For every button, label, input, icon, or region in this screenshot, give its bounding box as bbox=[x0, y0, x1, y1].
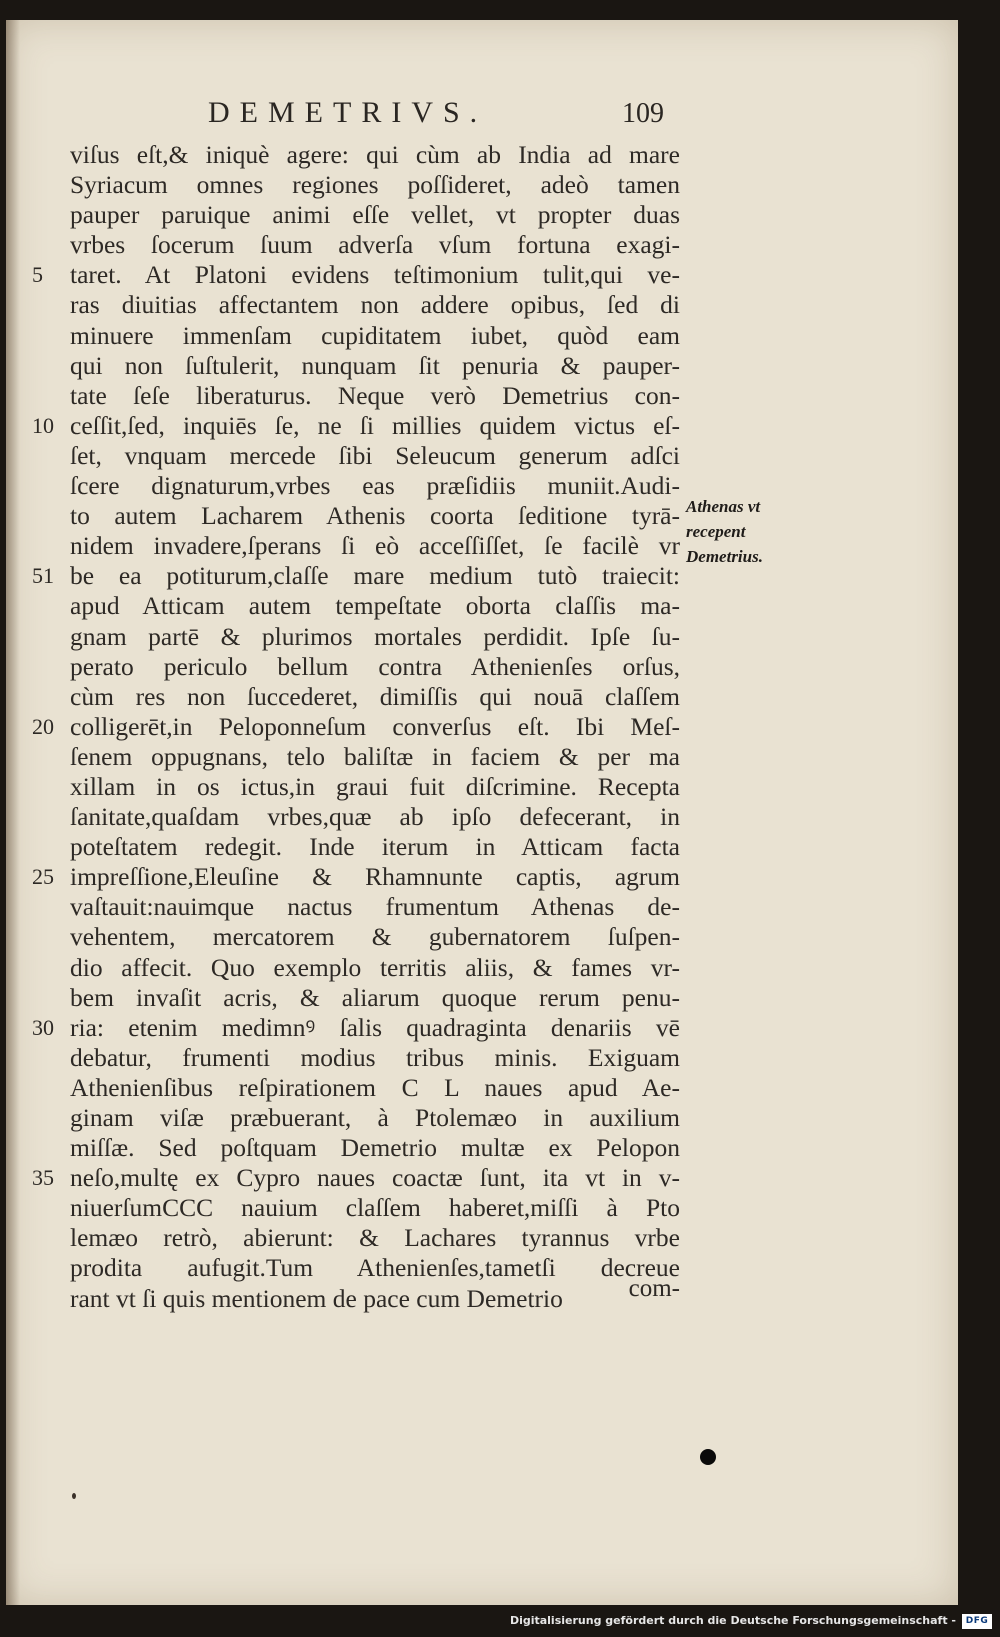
line-text: lemæo retrò, abierunt: & Lachares tyrannus vrbe bbox=[70, 1223, 680, 1253]
line-text: miſſæ. Sed poſtquam Demetrio multæ ex Pelopon bbox=[70, 1133, 680, 1163]
line-text: ſanitate,quaſdam vrbes,quæ ab ipſo defecerant, in bbox=[70, 802, 680, 832]
line-text: vrbes ſocerum ſuum adverſa vſum fortuna exagi- bbox=[70, 230, 680, 260]
running-head-title: DEMETRIVS. bbox=[208, 96, 488, 129]
line-text: rant vt ſi quis mentionem de pace cum Demetrio bbox=[70, 1283, 563, 1313]
text-line bbox=[70, 802, 680, 832]
text-line bbox=[70, 290, 680, 320]
line-text: ceſſit,ſed, inquiēs ſe, ne ſi millies quidem victus eſ- bbox=[70, 410, 680, 440]
line-text: bem invaſit acris, & aliarum quoque rerum penu- bbox=[70, 982, 680, 1012]
funding-credit: Digitalisierung gefördert durch die Deutsche Forschungsgemeinschaft - bbox=[509, 1614, 956, 1627]
line-text: tate ſeſe liberaturus. Neque verò Demetrius con- bbox=[70, 380, 680, 410]
marginal-note-line: Demetrius. bbox=[686, 547, 763, 566]
line-text: minuere immenſam cupiditatem iubet, quòd eam bbox=[70, 320, 680, 350]
dfg-logo: DFG bbox=[962, 1614, 992, 1629]
line-number: 30 bbox=[32, 1014, 54, 1040]
line-number: 25 bbox=[32, 864, 54, 890]
line-text: ſcere dignaturum,vrbes eas præſidiis muniit.Audi- bbox=[70, 471, 680, 501]
text-line bbox=[70, 682, 680, 712]
text-line bbox=[70, 983, 680, 1013]
line-text: neſo,multę ex Cypro naues coactæ ſunt, ita vt in v- bbox=[70, 1163, 680, 1193]
line-text: colligerēt,in Peloponneſum converſus eſt. Ibi Meſ- bbox=[70, 711, 680, 741]
line-text: prodita aufugit.Tum Athenienſes,tametſi decreue bbox=[70, 1253, 680, 1283]
line-text: impreſſione,Eleuſine & Rhamnunte captis, agrum bbox=[70, 862, 680, 892]
text-line bbox=[70, 772, 680, 802]
line-text: be ea potiturum,claſſe mare medium tutò traiecit: bbox=[70, 561, 680, 591]
line-number: 20 bbox=[32, 713, 54, 739]
line-text: nidem invadere,ſperans ſi eò acceſſiſſet, ſe facilè vr bbox=[70, 531, 680, 561]
text-line bbox=[70, 652, 680, 682]
text-line bbox=[70, 200, 680, 230]
ink-blot bbox=[700, 1449, 716, 1465]
text-line bbox=[70, 1133, 680, 1163]
line-text: taret. At Platoni evidens teſtimonium tulit,qui ve- bbox=[70, 260, 680, 290]
text-line bbox=[32, 1012, 680, 1043]
text-line bbox=[70, 953, 680, 983]
line-text: gnam partē & plurimos mortales perdidit. Ipſe ſu- bbox=[70, 621, 680, 651]
line-text: xillam in os ictus,in graui fuit diſcrimine. Recepta bbox=[70, 771, 680, 801]
running-head bbox=[0, 96, 1000, 136]
line-text: ria: etenim medimnꝰ ſalis quadraginta denariis vē bbox=[70, 1012, 680, 1042]
line-text: ginam viſæ præbuerant, à Ptolemæo in auxilium bbox=[70, 1103, 680, 1132]
line-text: debatur, frumenti modius tribus minis. Exiguam bbox=[70, 1042, 680, 1072]
marginal-note bbox=[686, 494, 806, 569]
catchword-row bbox=[70, 1275, 680, 1305]
line-text: ras diuitias affectantem non addere opibus, ſed di bbox=[70, 290, 680, 320]
gutter-shadow bbox=[6, 20, 20, 1605]
text-line bbox=[70, 140, 680, 170]
text-line bbox=[70, 832, 680, 862]
text-line bbox=[70, 1043, 680, 1073]
text-line bbox=[70, 441, 680, 471]
page-number: 109 bbox=[622, 98, 664, 129]
line-text: Syriacum omnes regiones poſſideret, adeò tamen bbox=[70, 170, 680, 200]
text-line bbox=[70, 531, 680, 561]
text-line bbox=[70, 321, 680, 351]
text-line bbox=[32, 260, 680, 290]
text-line bbox=[70, 501, 680, 531]
text-line bbox=[70, 1103, 680, 1133]
text-line bbox=[70, 892, 680, 922]
line-text: ſenem oppugnans, telo baliſtæ in faciem & per ma bbox=[70, 741, 680, 771]
text-line bbox=[70, 622, 680, 652]
text-line bbox=[70, 1223, 680, 1253]
text-line bbox=[70, 381, 680, 411]
text-line bbox=[70, 922, 680, 952]
text-line bbox=[70, 471, 680, 501]
text-line bbox=[70, 1073, 680, 1103]
text-line bbox=[70, 591, 680, 621]
line-text: qui non ſuſtulerit, nunquam ſit penuria & pauper- bbox=[70, 350, 680, 380]
text-line bbox=[70, 742, 680, 772]
line-text: perato periculo bellum contra Athenienſes orſus, bbox=[70, 651, 680, 681]
line-text: vaſtauit:nauimque nactus frumentum Athenas de- bbox=[70, 892, 680, 922]
marginal-note-line: recepent bbox=[686, 522, 746, 541]
line-text: niuerſumCCC nauium claſſem haberet,miſſi à Pto bbox=[70, 1193, 680, 1223]
line-text: cùm res non ſuccederet, dimiſſis qui nouā claſſem bbox=[70, 681, 680, 711]
line-text: Athenienſibus reſpirationem C L naues apud Ae- bbox=[70, 1072, 680, 1102]
line-number: 51 bbox=[32, 563, 54, 589]
text-line bbox=[32, 410, 680, 441]
marginal-note-line: Athenas vt bbox=[686, 497, 761, 516]
text-line bbox=[32, 711, 680, 742]
line-number: 10 bbox=[32, 412, 54, 438]
line-text: poteſtatem redegit. Inde iterum in Atticam facta bbox=[70, 832, 680, 862]
text-line bbox=[70, 1193, 680, 1223]
line-number: 35 bbox=[32, 1165, 54, 1191]
body-text bbox=[32, 140, 680, 1314]
text-line bbox=[32, 862, 680, 892]
text-line bbox=[32, 1163, 680, 1193]
line-text: pauper paruique animi eſſe vellet, vt propter duas bbox=[70, 200, 680, 230]
digitization-footer bbox=[0, 1610, 1000, 1637]
line-text: apud Atticam autem tempeſtate oborta claſſis ma- bbox=[70, 591, 680, 621]
ink-speck bbox=[72, 1493, 76, 1499]
text-line bbox=[32, 561, 680, 591]
text-line bbox=[70, 351, 680, 381]
text-line bbox=[70, 170, 680, 200]
line-number: 5 bbox=[32, 262, 43, 288]
catchword: com- bbox=[628, 1275, 680, 1302]
line-text: ſet, vnquam mercede ſibi Seleucum generum adſci bbox=[70, 440, 680, 470]
line-text: vehentem, mercatorem & gubernatorem ſuſpen- bbox=[70, 922, 680, 952]
text-line bbox=[70, 230, 680, 260]
line-text: to autem Lacharem Athenis coorta ſeditione tyrā- bbox=[70, 501, 680, 531]
line-text: viſus eſt,& iniquè agere: qui cùm ab India ad mare bbox=[70, 140, 680, 169]
line-text: dio affecit. Quo exemplo territis aliis, & fames vr- bbox=[70, 952, 680, 982]
